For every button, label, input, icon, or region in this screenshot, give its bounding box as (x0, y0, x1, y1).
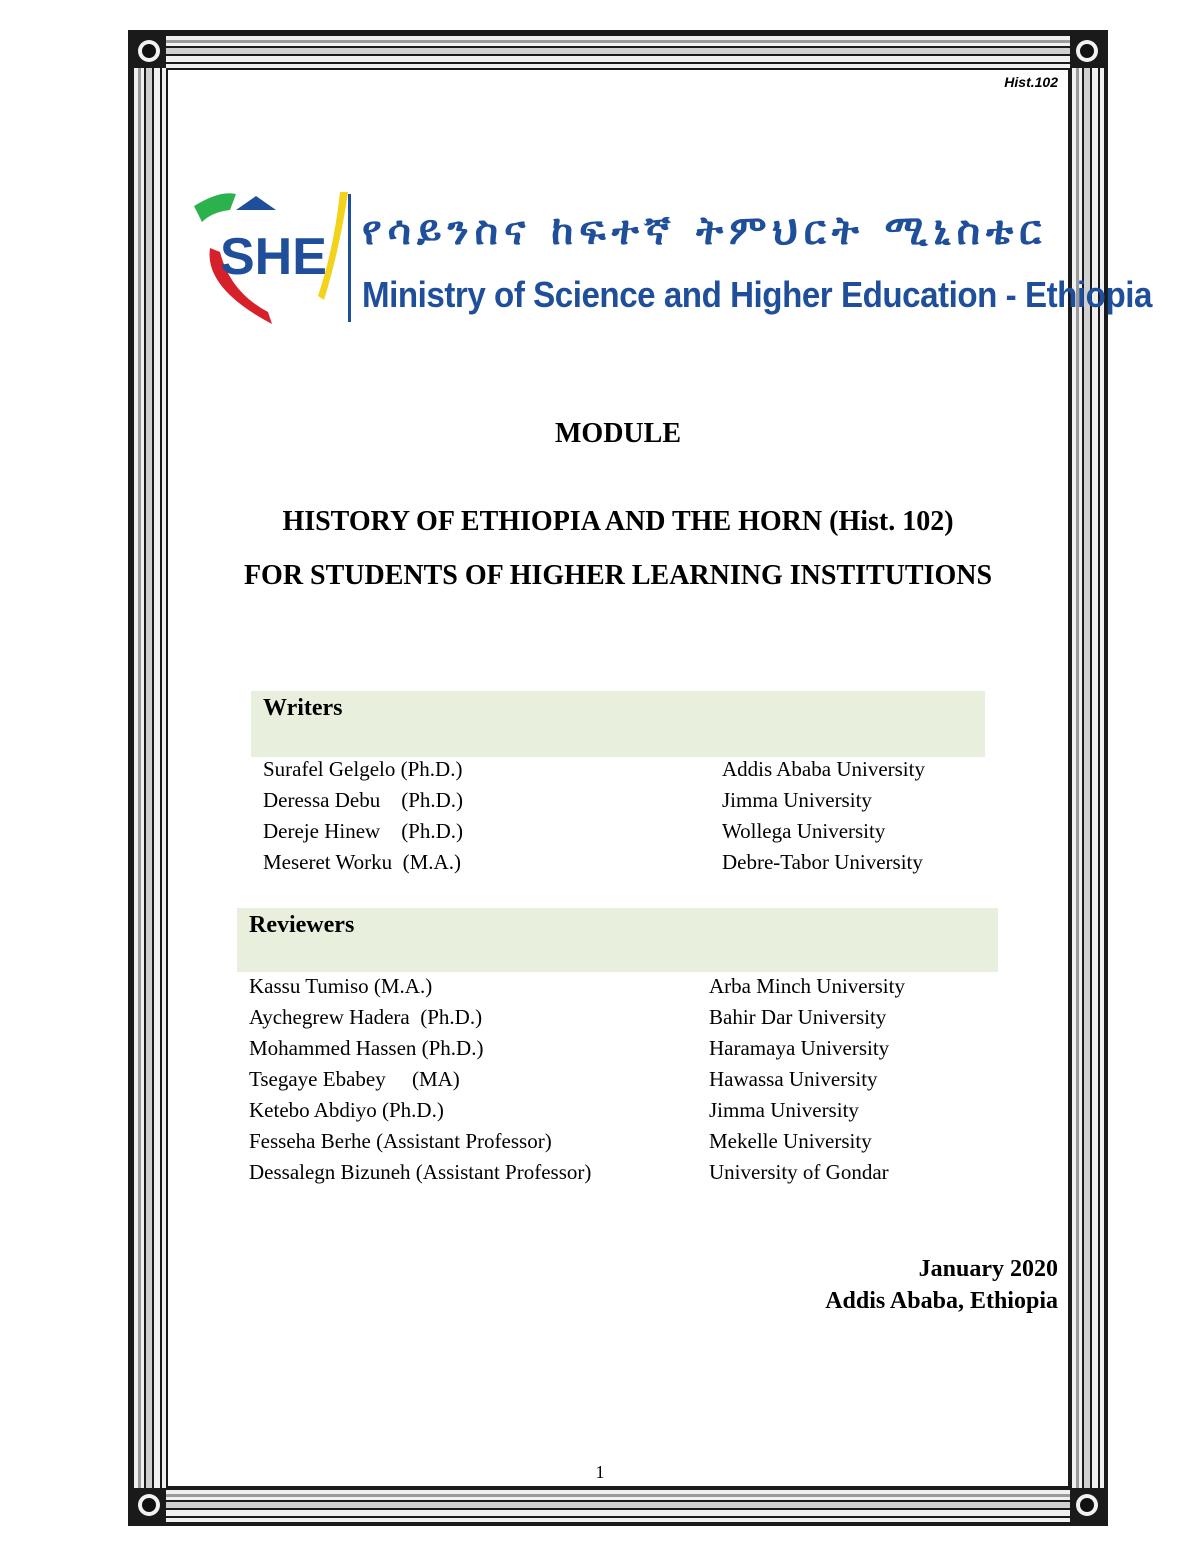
reviewers-heading: Reviewers (237, 908, 998, 972)
person-institution: Debre-Tabor University (722, 850, 923, 874)
person-name: Ketebo Abdiyo (Ph.D.) (249, 1098, 444, 1122)
person-name: Fesseha Berhe (Assistant Professor) (249, 1129, 552, 1153)
person-institution: Haramaya University (709, 1036, 890, 1060)
person-institution: Addis Ababa University (722, 757, 925, 781)
person-institution: Mekelle University (709, 1129, 872, 1153)
page-border-left (132, 34, 166, 1522)
she-emblem-icon (190, 188, 350, 328)
person-institution: Bahir Dar University (709, 1005, 887, 1029)
person-name: Meseret Worku (M.A.) (263, 850, 461, 874)
person-name: Aychegrew Hadera (Ph.D.) (249, 1005, 483, 1029)
person-name: Deressa Debu (Ph.D.) (263, 788, 464, 812)
svg-text:SHE: SHE (220, 228, 327, 286)
corner-ornament-icon (1070, 34, 1104, 68)
logo-divider (348, 194, 351, 322)
person-name: Dereje Hinew (Ph.D.) (263, 819, 464, 843)
person-name: Tsegaye Ebabey (MA) (249, 1067, 460, 1091)
corner-ornament-icon (132, 34, 166, 68)
corner-ornament-icon (1070, 1488, 1104, 1522)
person-institution: University of Gondar (709, 1160, 889, 1184)
person-name: Kassu Tumiso (M.A.) (249, 974, 433, 998)
writers-heading: Writers (251, 691, 985, 757)
person-name: Dessalegn Bizuneh (Assistant Professor) (249, 1160, 592, 1184)
person-institution: Jimma University (722, 788, 872, 812)
person-institution: Hawassa University (709, 1067, 878, 1091)
module-label: MODULE (555, 418, 681, 449)
person-name: Surafel Gelgelo (Ph.D.) (263, 757, 463, 781)
course-code-header: Hist.102 (1004, 74, 1058, 90)
ministry-logo (190, 188, 1152, 328)
publication-date: January 2020 (918, 1256, 1058, 1282)
page-border-top (132, 34, 1104, 68)
page-number: 1 (595, 1462, 605, 1482)
publication-place: Addis Ababa, Ethiopia (825, 1288, 1058, 1314)
module-subtitle: FOR STUDENTS OF HIGHER LEARNING INSTITUTIONS (243, 560, 993, 591)
corner-ornament-icon (132, 1488, 166, 1522)
person-name: Mohammed Hassen (Ph.D.) (249, 1036, 484, 1060)
person-institution: Wollega University (722, 819, 886, 843)
ministry-name-english: Ministry of Science and Higher Education - Ethiopia (362, 274, 1152, 315)
module-title: HISTORY OF ETHIOPIA AND THE HORN (Hist. 102) (282, 506, 954, 537)
page-border-right (1070, 34, 1104, 1522)
person-institution: Arba Minch University (709, 974, 905, 998)
person-institution: Jimma University (709, 1098, 859, 1122)
ministry-name-amharic: የሳይንስና ከፍተኛ ትምህርት ሚኒስቴር (362, 208, 1048, 254)
page-border-bottom (132, 1488, 1104, 1522)
